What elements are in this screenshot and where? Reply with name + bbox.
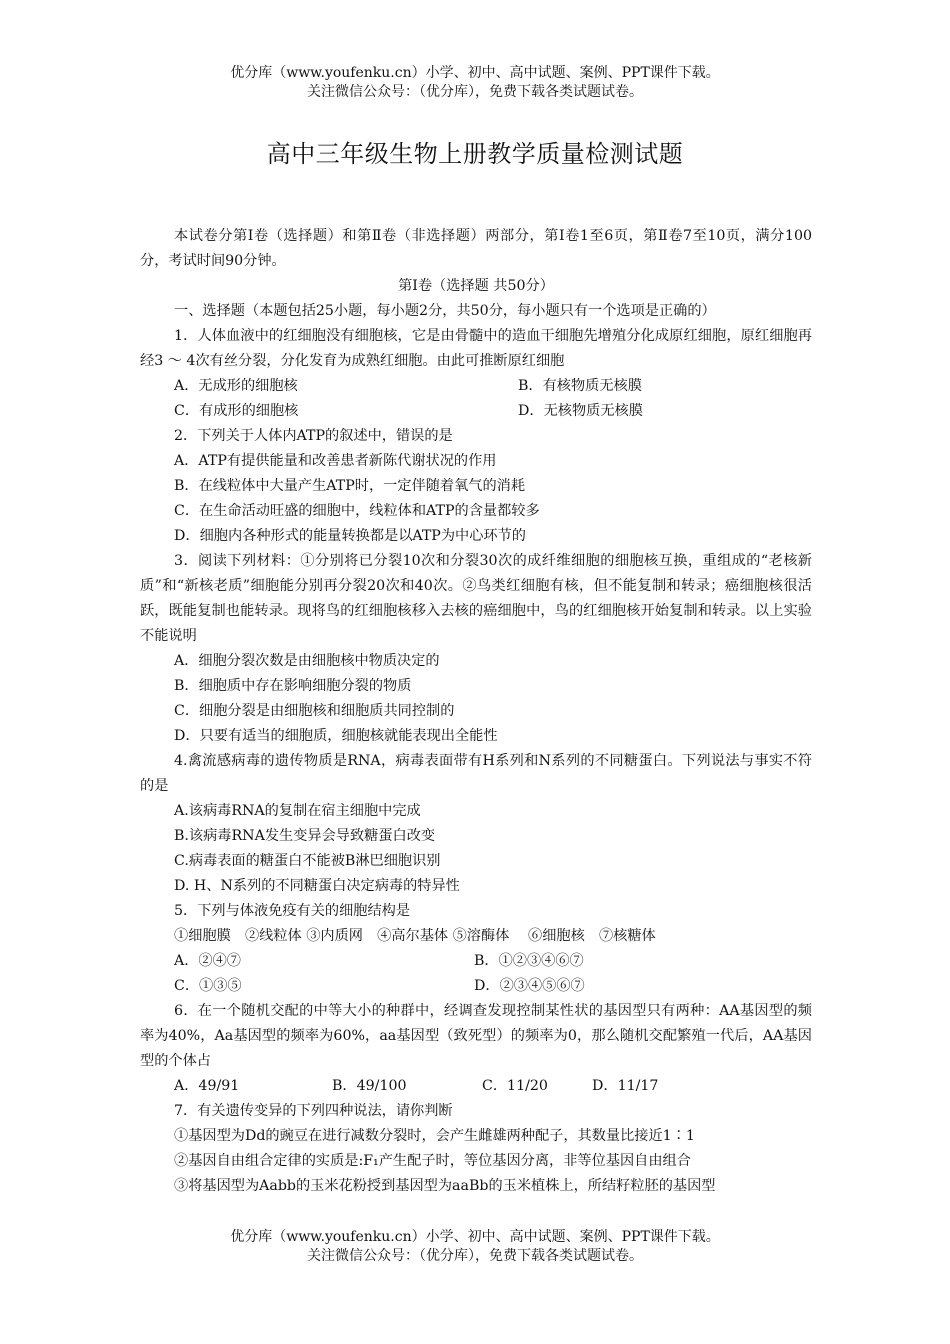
question-2-option-d: D．细胞内各种形式的能量转换都是以ATP为中心环节的: [174, 528, 526, 544]
page-header: [0, 64, 950, 102]
question-1-option-b: B．有核物质无核膜: [518, 378, 642, 394]
section-title: 第Ⅰ卷（选择题 共50分）: [398, 278, 554, 294]
question-5-option-c: C．①③⑤: [174, 978, 242, 994]
question-7-statement-1: ①基因型为Dd的豌豆在进行减数分裂时，会产生雌雄两种配子，其数量比接近1∶1: [174, 1128, 695, 1144]
question-1-option-a: A．无成形的细胞核: [174, 378, 298, 394]
question-5-option-d: D．②③④⑤⑥⑦: [474, 978, 585, 994]
header-line-2: 关注微信公众号：（优分库），免费下载各类试题试卷。: [307, 84, 643, 100]
question-5-stem: 5．下列与体液免疫有关的细胞结构是: [174, 903, 411, 919]
question-5-option-a: A．②④⑦: [174, 953, 241, 969]
question-4-option-b: B.该病毒RNA发生变异会导致糖蛋白改变: [174, 828, 436, 844]
question-4-option-d: D. H、N系列的不同糖蛋白决定病毒的特异性: [174, 878, 460, 894]
question-7-stem: 7．有关遗传变异的下列四种说法，请你判断: [174, 1103, 453, 1119]
question-5-option-b: B．①②③④⑥⑦: [474, 953, 584, 969]
question-6-stem: 6．在一个随机交配的中等大小的种群中，经调查发现控制某性状的基因型只有两种：AA基因型的频率为40%，Aa基因型的频率为60%，aa基因型（致死型）的频率为0，那么随机交配繁殖一代后，AA基因型的个体占: [140, 1003, 812, 1069]
question-3-option-d: D．只要有适当的细胞质，细胞核就能表现出全能性: [174, 728, 498, 744]
intro-paragraph: 本试卷分第Ⅰ卷（选择题）和第Ⅱ卷（非选择题）两部分，第Ⅰ卷1至6页，第Ⅱ卷7至10页，满分100分，考试时间90分钟。: [140, 228, 812, 269]
question-6-option-c: C．11/20: [482, 1078, 548, 1094]
question-1-option-d: D．无核物质无核膜: [518, 403, 643, 419]
question-4-option-c: C.病毒表面的糖蛋白不能被B淋巴细胞识别: [174, 853, 441, 869]
question-2-option-a: A．ATP有提供能量和改善患者新陈代谢状况的作用: [174, 453, 497, 469]
question-1-options-row-2: [140, 399, 812, 424]
part-heading: 一、选择题（本题包括25小题，每小题2分，共50分，每小题只有一个选项是正确的）: [174, 303, 716, 319]
question-1-option-c: C．有成形的细胞核: [174, 403, 299, 419]
question-1-stem: 1．人体血液中的红细胞没有细胞核，它是由骨髓中的造血干细胞先增殖分化成原红细胞，原红细胞再经3 ～ 4次有丝分裂，分化发育为成熟红细胞。由此可推断原红细胞: [140, 328, 812, 369]
question-2-stem: 2．下列关于人体内ATP的叙述中，错误的是: [174, 428, 453, 444]
question-3-option-a: A．细胞分裂次数是由细胞核中物质决定的: [174, 653, 440, 669]
question-4-option-a: A.该病毒RNA的复制在宿主细胞中完成: [174, 803, 421, 819]
question-4-stem: 4.禽流感病毒的遗传物质是RNA，病毒表面带有H系列和N系列的不同糖蛋白。下列说法与事实不符的是: [140, 753, 812, 794]
page-footer: [0, 1228, 950, 1266]
question-5-options-row-1: [140, 949, 812, 974]
question-7-statement-3: ③将基因型为Aabb的玉米花粉授到基因型为aaBb的玉米植株上，所结籽粒胚的基因型: [174, 1178, 716, 1194]
question-3-stem: 3．阅读下列材料：①分别将已分裂10次和分裂30次的成纤维细胞的细胞核互换，重组成的“老核新质”和“新核老质”细胞能分别再分裂20次和40次。②鸟类红细胞有核，但不能复制和转录；癌细胞核很活跃，既能复制也能转录。现将鸟的红细胞核移入去核的癌细胞中，鸟的红细胞核开始复制和转录。以上实验不能说明: [140, 553, 812, 644]
question-2-option-c: C．在生命活动旺盛的细胞中，线粒体和ATP的含量都较多: [174, 503, 540, 519]
question-5-items: ①细胞膜 ②线粒体 ③内质网 ④高尔基体 ⑤溶酶体 ⑥细胞核 ⑦核糖体: [174, 928, 656, 944]
footer-line-1: 优分库（www.youfenku.cn）小学、初中、高中试题、案例、PPT课件下载。: [230, 1229, 720, 1245]
exam-title: 高中三年级生物上册教学质量检测试题: [266, 140, 684, 168]
question-1-options-row-1: [140, 374, 812, 399]
question-6-option-b: B．49/100: [332, 1078, 407, 1094]
question-6-options: [140, 1074, 812, 1099]
question-7-statement-2: ②基因自由组合定律的实质是:F₁产生配子时，等位基因分离，非等位基因自由组合: [174, 1153, 691, 1169]
exam-content: [140, 224, 812, 1199]
question-6-option-a: A．49/91: [174, 1078, 240, 1094]
question-5-options-row-2: [140, 974, 812, 999]
header-line-1: 优分库（www.youfenku.cn）小学、初中、高中试题、案例、PPT课件下载。: [230, 65, 720, 81]
footer-line-2: 关注微信公众号：（优分库），免费下载各类试题试卷。: [307, 1248, 643, 1264]
question-3-option-b: B．细胞质中存在影响细胞分裂的物质: [174, 678, 412, 694]
question-3-option-c: C．细胞分裂是由细胞核和细胞质共同控制的: [174, 703, 455, 719]
question-2-option-b: B．在线粒体中大量产生ATP时，一定伴随着氧气的消耗: [174, 478, 526, 494]
question-6-option-d: D．11/17: [592, 1078, 659, 1094]
